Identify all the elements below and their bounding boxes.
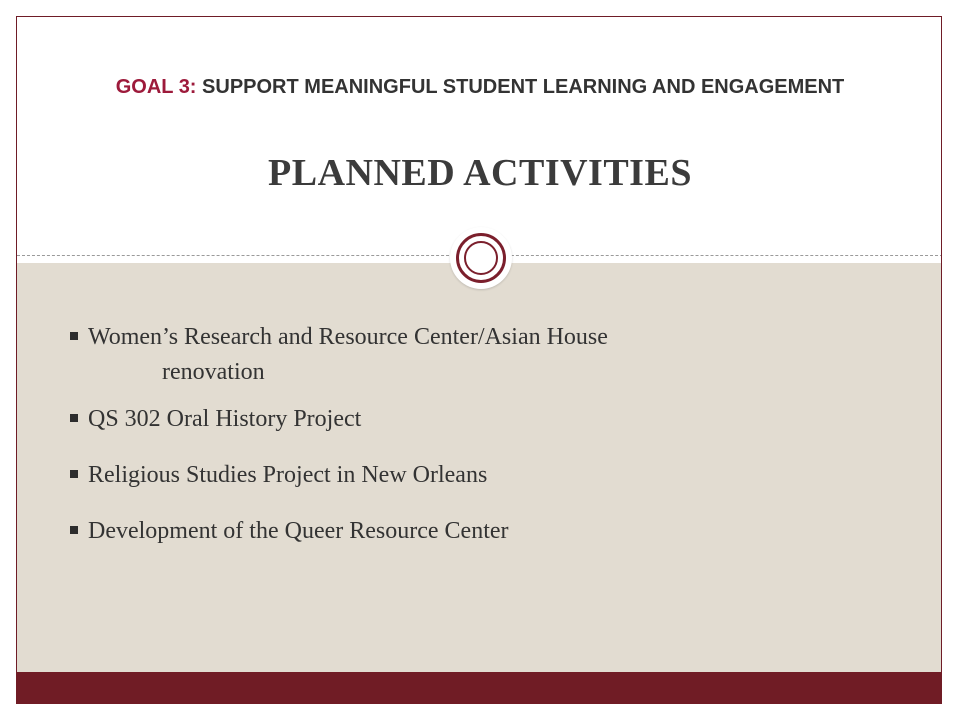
list-item — [70, 514, 870, 548]
list-item-continuation: renovation — [162, 359, 265, 385]
footer-bar — [16, 672, 942, 704]
title-area — [17, 17, 942, 255]
square-bullet-icon — [70, 414, 78, 422]
list-item-text: Women’s Research and Resource Center/Asian House — [88, 324, 608, 350]
list-item — [70, 458, 870, 492]
list-item-text: Development of the Queer Resource Center — [88, 518, 509, 544]
list-item — [70, 320, 870, 390]
inner-ring — [464, 241, 498, 275]
goal-text: SUPPORT MEANINGFUL STUDENT LEARNING AND ENGAGEMENT — [196, 76, 845, 98]
square-bullet-icon — [70, 332, 78, 340]
outer-ring — [456, 233, 506, 283]
square-bullet-icon — [70, 470, 78, 478]
list-item — [70, 402, 870, 436]
double-ring-circle-icon — [450, 227, 512, 289]
list-item-text: Religious Studies Project in New Orleans — [88, 462, 488, 488]
square-bullet-icon — [70, 526, 78, 534]
activities-list — [70, 320, 870, 548]
slide-title: PLANNED ACTIVITIES — [268, 152, 692, 194]
list-item-text: QS 302 Oral History Project — [88, 406, 362, 432]
goal-prefix: GOAL 3: — [115, 76, 197, 98]
goal-heading — [57, 73, 903, 102]
